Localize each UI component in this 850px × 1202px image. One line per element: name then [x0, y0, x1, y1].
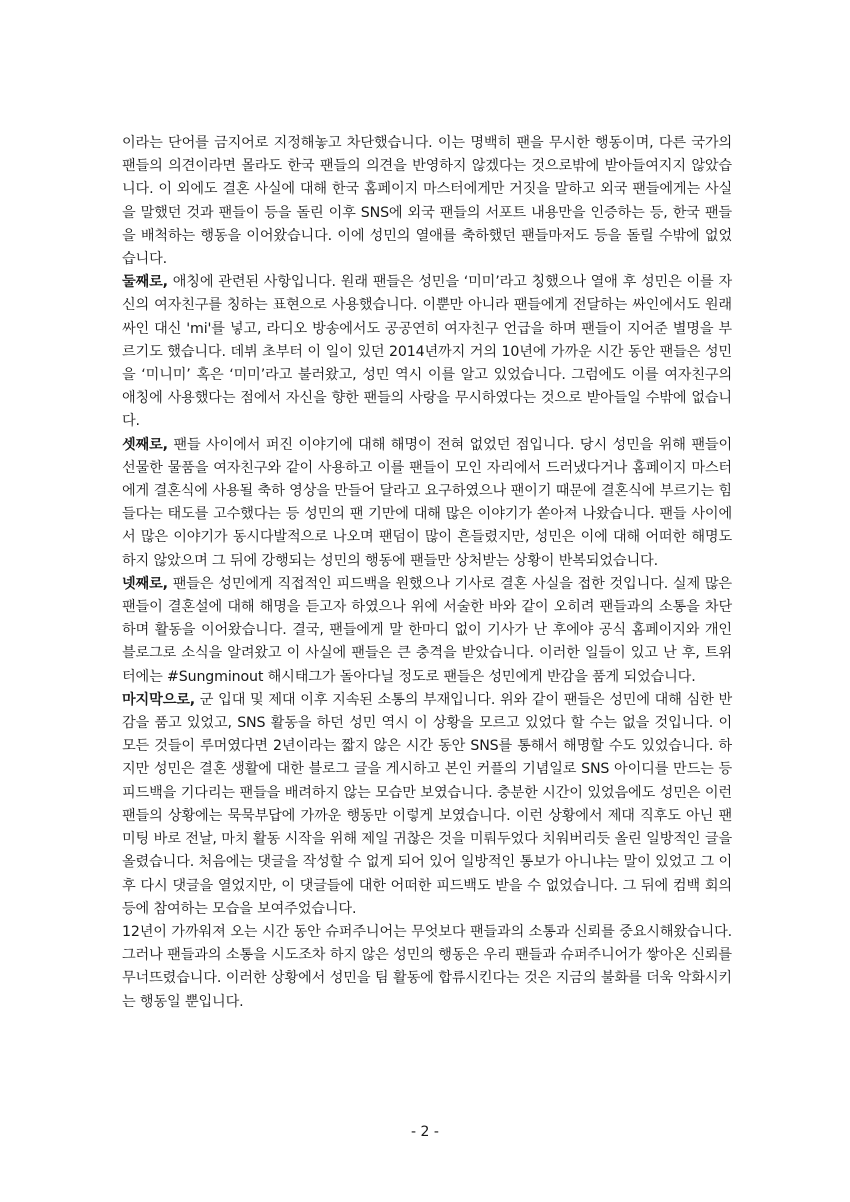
- paragraph-text: 팬들 사이에서 퍼진 이야기에 대해 해명이 전혀 없었던 점입니다. 당시 성민을 위해 팬들이 선물한 물품을 여자친구와 같이 사용하고 이를 팬들이 모인 자리에서 드러냈다거나 홈페이지 마스터에게 결혼식에 사용될 축하 영상을 만들어 달라고 요구하였으나 팬이기 때문에 결혼식에 부르기는 힘들다는 태도를 고수했다는 등 성민의 팬 기만에 대해 많은 이야기가 쏟아져 나왔습니다. 팬들 사이에서 많은 이야기가 동시다발적으로 나오며 팬덤이 많이 흔들렸지만, 성민은 이에 대해 어떠한 해명도 하지 않았으며 그 뒤에 강행되는 성민의 행동에 팬들만 상처받는 상황이 반복되었습니다.: [122, 436, 732, 569]
- paragraph-text: 이라는 단어를 금지어로 지정해놓고 차단했습니다. 이는 명백히 팬을 무시한 행동이며, 다른 국가의 팬들의 의견이라면 몰라도 한국 팬들의 의견을 반영하지 않겠다는 것으로밖에 받아들여지지 않았습니다. 이 외에도 결혼 사실에 대해 한국 홈페이지 마스터에게만 거짓을 말하고 외국 팬들에게는 사실을 말했던 것과 팬들이 등을 돌린 이후 SNS에 외국 팬들의 서포트 내용만을 인증하는 등, 한국 팬들을 배척하는 행동을 이어왔습니다. 이에 성민의 열애를 축하했던 팬들마저도 등을 돌릴 수밖에 없었습니다.: [122, 135, 732, 268]
- paragraph-last: [122, 689, 732, 921]
- paragraph-text: 12년이 가까워져 오는 시간 동안 슈퍼주니어는 무엇보다 팬들과의 소통과 신뢰를 중요시해왔습니다. 그러나 팬들과의 소통을 시도조차 하지 않은 성민의 행동은 우리 팬들과 슈퍼주니어가 쌓아온 신뢰를 무너뜨렸습니다. 이러한 상황에서 성민을 팀 활동에 합류시킨다는 것은 지금의 불화를 더욱 악화시키는 행동일 뿐입니다.: [122, 923, 732, 1010]
- paragraph-third: [122, 434, 732, 573]
- paragraph-conclusion: [122, 921, 732, 1014]
- paragraph-text: 애칭에 관련된 사항입니다. 원래 팬들은 성민을 ‘미미’라고 칭했으나 열애 후 성민은 이를 자신의 여자친구를 칭하는 표현으로 사용했습니다. 이뿐만 아니라 팬들에게 전달하는 싸인에서도 원래 싸인 대신 'mi'를 넣고, 라디오 방송에서도 공공연히 여자친구 언급을 하며 팬들이 지어준 별명을 부르기도 했습니다. 데뷔 초부터 이 일이 있던 2014년까지 거의 10년에 가까운 시간 동안 팬들은 성민을 ‘미니미’ 혹은 ‘미미’라고 불러왔고, 성민 역시 이를 알고 있었습니다. 그럼에도 이를 여자친구의 애칭에 사용했다는 점에서 자신을 향한 팬들의 사랑을 무시하였다는 것으로 받아들일 수밖에 없습니다.: [122, 274, 732, 430]
- paragraph-intro: [122, 132, 732, 271]
- body-text: [122, 132, 732, 1014]
- paragraph-text: 팬들은 성민에게 직접적인 피드백을 원했으나 기사로 결혼 사실을 접한 것입니다. 실제 많은 팬들이 결혼설에 대해 해명을 듣고자 하였으나 위에 서술한 바와 같이 오히려 팬들과의 소통을 차단하며 활동을 이어왔습니다. 결국, 팬들에게 말 한마디 없이 기사가 난 후에야 공식 홈페이지와 개인 블로그로 소식을 알려왔고 이 사실에 팬들은 큰 충격을 받았습니다. 이러한 일들이 있고 난 후, 트위터에는 #Sungminout 해시태그가 돌아다닐 정도로 팬들은 성민에게 반감을 품게 되었습니다.: [122, 575, 732, 685]
- paragraph-fourth: [122, 573, 732, 689]
- paragraph-lead: 셋째로,: [122, 436, 168, 453]
- paragraph-lead: 넷째로,: [122, 575, 168, 592]
- paragraph-lead: 둘째로,: [122, 274, 168, 291]
- paragraph-lead: 마지막으로,: [122, 691, 196, 708]
- paragraph-second: [122, 271, 732, 433]
- page-number: - 2 -: [411, 1124, 439, 1140]
- paragraph-text: 군 입대 및 제대 이후 지속된 소통의 부재입니다. 위와 같이 팬들은 성민에 대해 심한 반감을 품고 있었고, SNS 활동을 하던 성민 역시 이 상황을 모르고 있었다 할 수는 없을 것입니다. 이 모든 것들이 루머였다면 2년이라는 짧지 않은 시간 동안 SNS를 통해서 해명할 수도 있었습니다. 하지만 성민은 결혼 생활에 대한 블로그 글을 게시하고 본인 커플의 기념일로 SNS 아이디를 만드는 등 피드백을 기다리는 팬들을 배려하지 않는 모습만 보였습니다. 충분한 시간이 있었음에도 성민은 이런 팬들의 상황에는 묵묵부답에 가까운 행동만 이렇게 보였습니다. 이런 상황에서 제대 직후도 아닌 팬미팅 바로 전날, 마치 활동 시작을 위해 제일 귀찮은 것을 미뤄두었다 치워버리듯 올린 일방적인 글을 올렸습니다. 처음에는 댓글을 작성할 수 없게 되어 있어 일방적인 통보가 아니냐는 말이 있었고 그 이후 다시 댓글을 열었지만, 이 댓글들에 대한 어떠한 피드백도 받을 수 없었습니다. 그 뒤에 컴백 회의 등에 참여하는 모습을 보여주었습니다.: [122, 691, 732, 917]
